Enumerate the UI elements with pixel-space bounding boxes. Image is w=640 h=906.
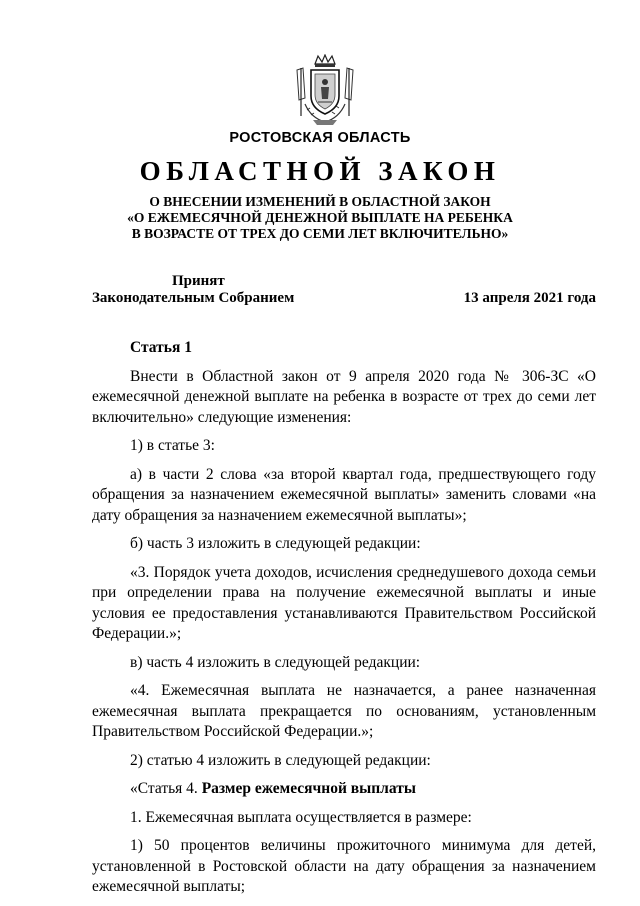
adopted-label: Принят [172,273,225,289]
paragraph: 1) 50 процентов величины прожиточного минимума для детей, установленной в Ростовской области на дату обращения за назначением ежемесячной выплаты; [92,837,596,895]
article-heading: Статья 1 [130,339,192,356]
paragraph: 1. Ежемесячная выплата осуществляется в размере: [130,808,472,826]
paragraph: в) часть 4 изложить в следующей редакции: [130,653,421,671]
region-name: РОСТОВСКАЯ ОБЛАСТЬ [229,130,411,146]
paragraph: 1) в статье 3: [130,437,215,454]
subtitle-line: «О ЕЖЕМЕСЯЧНОЙ ДЕНЕЖНОЙ ВЫПЛАТЕ НА РЕБЕНКА [127,210,513,225]
subtitle-line: О ВНЕСЕНИИ ИЗМЕНЕНИЙ В ОБЛАСТНОЙ ЗАКОН [149,194,491,209]
paragraph: Внести в Областной закон от 9 апреля 2020 года № 306-ЗС «О ежемесячной денежной выплате на ребенка в возрасте от трех до семи лет включительно» следующие изменения: [92,367,596,426]
adoption-date: 13 апреля 2021 года [463,290,596,306]
subtitle-line: В ВОЗРАСТЕ ОТ ТРЕХ ДО СЕМИ ЛЕТ ВКЛЮЧИТЕЛЬНО» [131,226,509,241]
law-subtitle [0,194,640,242]
adopting-body: Законодательным Собранием [92,290,295,306]
paragraph: «3. Порядок учета доходов, исчисления среднедушевого дохода семьи при определении права на получение ежемесячной выплаты и иные условия ее предоставления устанавливаются Правительством Российской Федерации.»; [92,563,596,642]
paragraph: б) часть 3 изложить в следующей редакции: [130,535,421,552]
article4-prefix: «Статья 4. [130,780,202,797]
law-title: ОБЛАСТНОЙ ЗАКОН [139,156,501,186]
law-body [92,338,596,906]
paragraph: а) в части 2 слова «за второй квартал года, предшествующего году обращения за назначением ежемесячной выплаты» заменить словами «на дату обращения за назначением ежемесячной выплаты»; [92,465,596,524]
article4-title: Размер ежемесячной выплаты [201,780,416,797]
coat-of-arms-icon [291,54,359,128]
paragraph: 2) статью 4 изложить в следующей редакции: [130,751,431,769]
article4-heading [92,779,596,800]
paragraph: «4. Ежемесячная выплата не назначается, а ранее назначенная ежемесячная выплата прекращается по основаниям, установленным Правительством Российской Федерации.»; [92,682,596,740]
